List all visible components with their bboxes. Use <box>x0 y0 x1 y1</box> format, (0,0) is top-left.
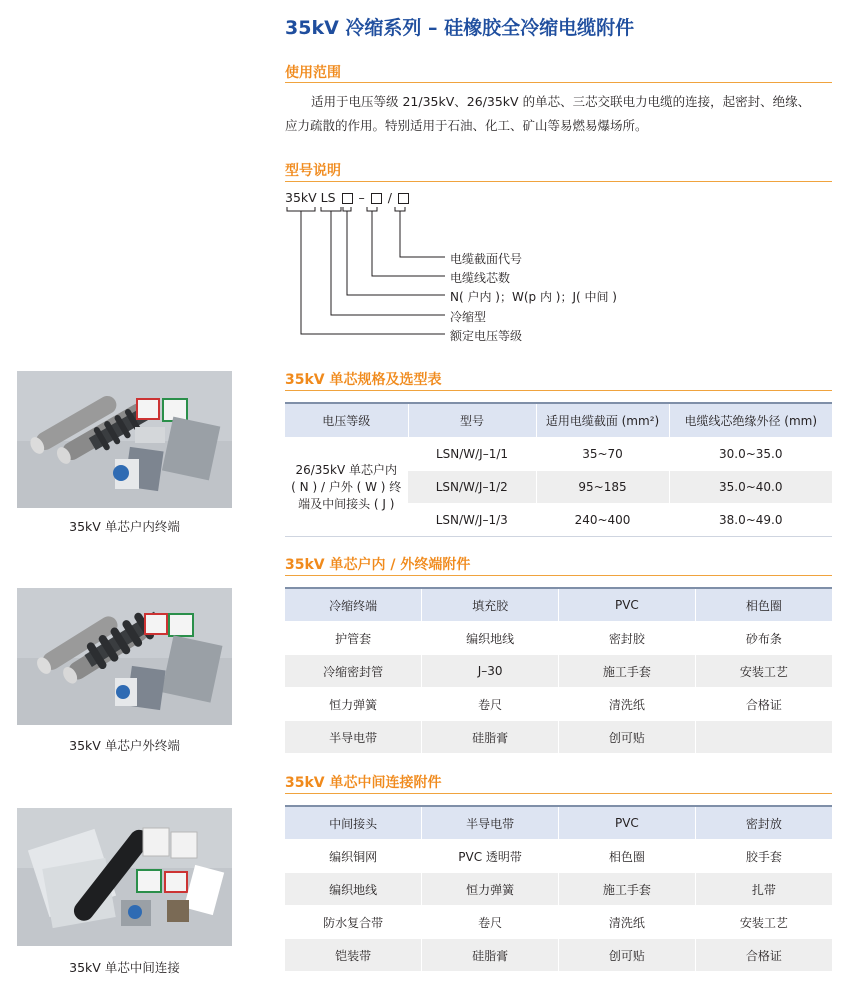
spec-voltage-line-3: 端及中间接头 ( J ) <box>298 496 395 511</box>
terminal-cell: PVC <box>559 588 696 622</box>
terminal-cell: 半导电带 <box>285 721 422 754</box>
spec-header-section: 适用电缆截面 (mm²) <box>536 403 669 438</box>
model-label-rated-voltage: 额定电压等级 <box>450 329 523 343</box>
joint-cell: PVC 透明带 <box>422 840 559 873</box>
joint-cell: 中间接头 <box>285 806 422 840</box>
outdoor-termination-caption: 35kV 单芯户外终端 <box>69 738 180 753</box>
joint-cell: 创可贴 <box>559 939 696 972</box>
model-diagram-lines <box>285 205 585 345</box>
joint-cell: 胶手套 <box>695 840 832 873</box>
joint-kit-caption: 35kV 单芯中间连接 <box>69 960 180 975</box>
model-label-section-code: 电缆截面代号 <box>450 252 523 266</box>
joint-cell: 相色圈 <box>559 840 696 873</box>
model-code-slash: / <box>387 190 392 205</box>
model-label-install-type: N( 户内 )；W(p 内 )；J( 中间 ) <box>450 290 617 304</box>
usage-paragraph <box>285 90 835 138</box>
terminal-cell: 卷尺 <box>422 688 559 721</box>
joint-cell: 卷尺 <box>422 906 559 939</box>
usage-divider <box>285 82 832 83</box>
terminal-cell: 硅脂膏 <box>422 721 559 754</box>
model-box-3 <box>398 193 409 204</box>
joint-cell: 铠装带 <box>285 939 422 972</box>
terminal-cell: 砂布条 <box>695 622 832 655</box>
model-code-prefix: 35kV LS <box>285 190 336 205</box>
terminal-cell: J–30 <box>422 655 559 688</box>
terminal-heading: 35kV 单芯户内 / 外终端附件 <box>285 557 471 573</box>
spec-model-cell: LSN/W/J–1/1 <box>408 438 536 471</box>
indoor-termination-photo <box>17 371 232 508</box>
spec-voltage-line-1: 26/35kV 单芯户内 <box>295 462 398 477</box>
joint-cell: 编织铜网 <box>285 840 422 873</box>
spec-header-voltage: 电压等级 <box>285 403 408 438</box>
spec-section-cell: 35~70 <box>536 438 669 471</box>
spec-header-model: 型号 <box>408 403 536 438</box>
terminal-cell: 护管套 <box>285 622 422 655</box>
joint-cell: 密封放 <box>695 806 832 840</box>
spec-model-cell: LSN/W/J–1/2 <box>408 471 536 504</box>
joint-cell: 合格证 <box>695 939 832 972</box>
joint-cell: 硅脂膏 <box>422 939 559 972</box>
joint-cell: 施工手套 <box>559 873 696 906</box>
terminal-cell: 冷缩密封管 <box>285 655 422 688</box>
joint-divider <box>285 793 832 794</box>
joint-table <box>285 805 832 972</box>
usage-line-1: 适用于电压等级 21/35kV、26/35kV 的单芯、三芯交联电力电缆的连接，起密封、绝缘、 <box>311 94 811 109</box>
spec-section-cell: 240~400 <box>536 504 669 537</box>
spec-voltage-line-2: ( N ) / 户外 ( W ) 终 <box>291 479 402 494</box>
model-box-1 <box>342 193 353 204</box>
spec-header-diameter: 电缆线芯绝缘外径 (mm) <box>669 403 832 438</box>
joint-cell: 清洗纸 <box>559 906 696 939</box>
terminal-cell: 密封胶 <box>559 622 696 655</box>
model-divider <box>285 181 832 182</box>
joint-cell: 防水复合带 <box>285 906 422 939</box>
spec-divider <box>285 390 832 391</box>
spec-section-cell: 95~185 <box>536 471 669 504</box>
joint-kit-photo <box>17 808 232 946</box>
usage-line-2: 应力疏散的作用。特别适用于石油、化工、矿山等易燃易爆场所。 <box>285 118 648 133</box>
terminal-cell: 施工手套 <box>559 655 696 688</box>
joint-cell: 安装工艺 <box>695 906 832 939</box>
terminal-cell: 安装工艺 <box>695 655 832 688</box>
spec-diameter-cell: 30.0~35.0 <box>669 438 832 471</box>
indoor-termination-caption: 35kV 单芯户内终端 <box>69 519 180 534</box>
spec-model-cell: LSN/W/J–1/3 <box>408 504 536 537</box>
model-box-2 <box>371 193 382 204</box>
terminal-cell: 相色圈 <box>695 588 832 622</box>
joint-cell: 编织地线 <box>285 873 422 906</box>
terminal-cell: 合格证 <box>695 688 832 721</box>
terminal-cell <box>695 721 832 754</box>
terminal-cell: 创可贴 <box>559 721 696 754</box>
model-label-core-count: 电缆线芯数 <box>450 271 511 285</box>
joint-heading: 35kV 单芯中间连接附件 <box>285 775 442 791</box>
model-code-dash: – <box>358 190 365 205</box>
terminal-divider <box>285 575 832 576</box>
model-code <box>285 190 411 205</box>
terminal-cell: 编织地线 <box>422 622 559 655</box>
page-title: 35kV 冷缩系列 – 硅橡胶全冷缩电缆附件 <box>285 17 635 39</box>
terminal-cell: 填充胶 <box>422 588 559 622</box>
terminal-cell: 冷缩终端 <box>285 588 422 622</box>
outdoor-termination-photo <box>17 588 232 725</box>
terminal-cell: 清洗纸 <box>559 688 696 721</box>
model-label-cold-shrink: 冷缩型 <box>450 310 487 324</box>
joint-cell: 半导电带 <box>422 806 559 840</box>
spec-diameter-cell: 35.0~40.0 <box>669 471 832 504</box>
spec-heading: 35kV 单芯规格及选型表 <box>285 372 442 388</box>
usage-heading: 使用范围 <box>285 65 341 81</box>
terminal-cell: 恒力弹簧 <box>285 688 422 721</box>
spec-diameter-cell: 38.0~49.0 <box>669 504 832 537</box>
terminal-table <box>285 587 832 754</box>
model-heading: 型号说明 <box>285 163 341 179</box>
spec-voltage-cell <box>285 438 408 537</box>
joint-cell: 恒力弹簧 <box>422 873 559 906</box>
joint-cell: 扎带 <box>695 873 832 906</box>
spec-table <box>285 402 832 537</box>
joint-cell: PVC <box>559 806 696 840</box>
